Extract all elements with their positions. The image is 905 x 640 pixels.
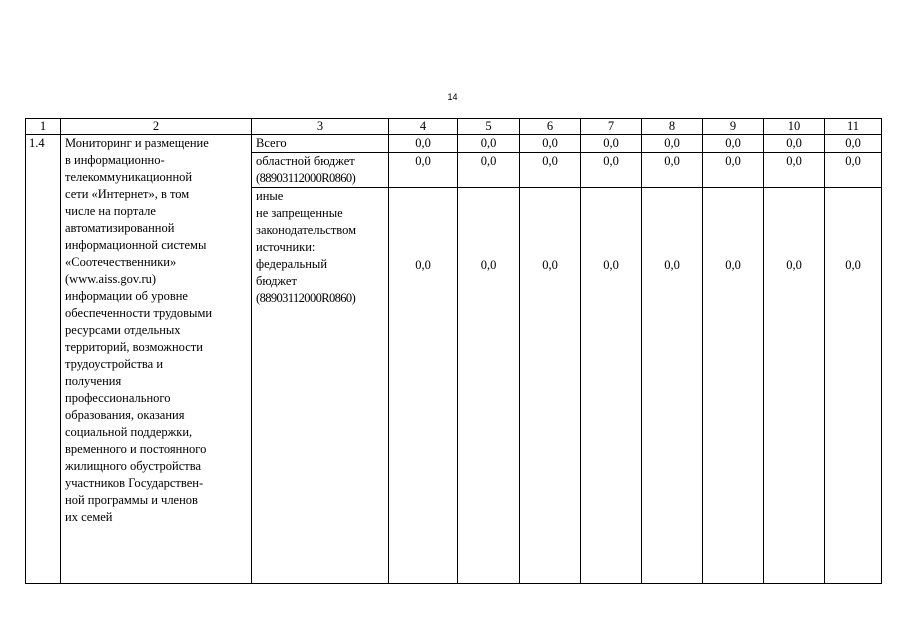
value-cell: 0,0 [764,153,825,188]
value-cell: 0,0 [581,135,642,153]
value-cell: 0,0 [389,135,458,153]
source-label-line: (88903112000R0860) [256,171,356,185]
value-cell: 0,0 [703,135,764,153]
description-line: участников Государствен- [65,476,204,490]
row-description [61,135,252,584]
description-line: территорий, возможности [65,340,203,354]
value-cell: 0,0 [825,135,882,153]
row-number: 1.4 [26,135,61,584]
description-line: (www.aiss.gov.ru) [65,272,157,286]
column-header: 4 [389,119,458,135]
column-header: 2 [61,119,252,135]
value-cell: 0,0 [520,188,581,584]
column-header: 7 [581,119,642,135]
column-header: 6 [520,119,581,135]
value-cell: 0,0 [458,188,520,584]
source-label-line: федеральный [256,257,328,271]
source-total [252,135,389,153]
column-header: 11 [825,119,882,135]
description-line: получения [65,374,122,388]
source-other [252,188,389,584]
value-cell: 0,0 [520,135,581,153]
value-cell: 0,0 [458,135,520,153]
budget-table [25,118,882,584]
value-cell: 0,0 [764,135,825,153]
description-line: их семей [65,510,113,524]
column-header: 1 [26,119,61,135]
description-line: временного и постоянного [65,442,207,456]
description-line: обеспеченности трудовыми [65,306,213,320]
column-header: 5 [458,119,520,135]
value-cell: 0,0 [581,153,642,188]
value-cell: 0,0 [389,153,458,188]
value-cell: 0,0 [825,188,882,584]
description-line: информационной системы [65,238,207,252]
description-line: телекоммуникационной [65,170,193,184]
column-header: 8 [642,119,703,135]
description-line: автоматизированной [65,221,175,235]
description-line: в информационно- [65,153,165,167]
header-row [26,119,882,135]
column-header: 3 [252,119,389,135]
value-cell: 0,0 [520,153,581,188]
description-line: ной программы и членов [65,493,198,507]
description-line: сети «Интернет», в том [65,187,190,201]
value-cell: 0,0 [458,153,520,188]
source-label-line: бюджет [256,274,297,288]
value-cell: 0,0 [642,188,703,584]
description-line: «Соотечественники» [65,255,177,269]
source-label-line: законодательством [256,223,357,237]
value-cell: 0,0 [825,153,882,188]
value-cell: 0,0 [764,188,825,584]
source-label-line: (88903112000R0860) [256,291,356,305]
source-label-line: Всего [256,136,287,150]
description-line: ресурсами отдельных [65,323,181,337]
value-cell: 0,0 [703,188,764,584]
description-line: информации об уровне [65,289,188,303]
source-label-line: областной бюджет [256,154,355,168]
description-line: образования, оказания [65,408,185,422]
value-cell: 0,0 [389,188,458,584]
column-header: 9 [703,119,764,135]
source-label-line: не запрещенные [256,206,343,220]
description-line: Мониторинг и размещение [65,136,209,150]
value-cell: 0,0 [642,135,703,153]
value-cell: 0,0 [703,153,764,188]
table-row [26,135,882,153]
description-line: социальной поддержки, [65,425,193,439]
description-line: числе на портале [65,204,156,218]
description-line: жилищного обустройства [65,459,202,473]
source-label-line: иные [256,189,284,203]
description-line: трудоустройства и [65,357,164,371]
source-regional-budget [252,153,389,188]
description-line: профессионального [65,391,171,405]
page-number: 14 [447,92,458,102]
value-cell: 0,0 [581,188,642,584]
source-label-line: источники: [256,240,316,254]
column-header: 10 [764,119,825,135]
value-cell: 0,0 [642,153,703,188]
